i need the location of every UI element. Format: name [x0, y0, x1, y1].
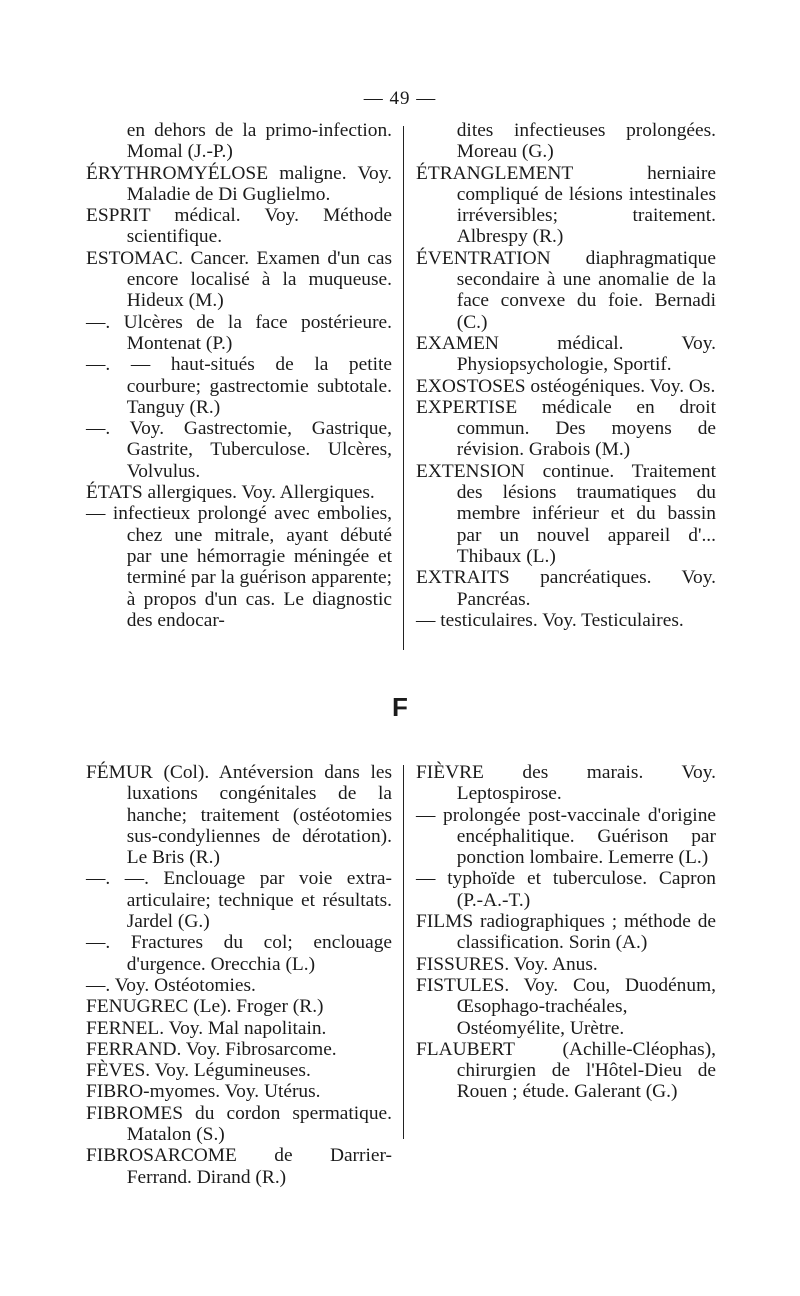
- index-entry: ESTOMAC. Cancer. Examen d'un cas encore localisé à la muqueuse. Hideux (M.): [86, 247, 392, 312]
- index-column-bottom-left: [86, 762, 392, 1188]
- index-entry: FIBRO-myomes. Voy. Utérus.: [86, 1081, 321, 1103]
- index-entry: — testiculaires. Voy. Testiculaires.: [416, 609, 684, 631]
- index-entry: FLAUBERT (Achille-Cléophas), chirurgien de l'Hôtel-Dieu de Rouen ; étude. Galerant (G.): [416, 1038, 716, 1103]
- index-entry: EXTENSION continue. Traitement des lésions traumatiques du membre inférieur et du bassin par un nouvel appareil d'... Thibaux (L.): [416, 460, 716, 567]
- index-column-top-left: [86, 120, 392, 631]
- index-entry: dites infectieuses prolongées. Moreau (G.): [456, 120, 716, 163]
- index-entry: EXPERTISE médicale en droit commun. Des moyens de révision. Grabois (M.): [416, 396, 716, 461]
- index-column-top-right: [416, 120, 716, 631]
- index-entry: ÉTRANGLEMENT herniaire compliqué de lésions intestinales irréversibles; traitement. Albrespy (R.): [416, 162, 716, 248]
- index-entry: ÉVENTRATION diaphragmatique secondaire à une anomalie de la face convexe du foie. Bernadi (C.): [416, 247, 716, 333]
- index-column-bottom-right: [416, 762, 716, 1103]
- index-entry: EXTRAITS pancréatiques. Voy. Pancréas.: [416, 567, 716, 610]
- index-entry: — prolongée post-vaccinale d'origine encéphalitique. Guérison par ponction lombaire. Lemerre (L.): [416, 804, 716, 869]
- index-entry: ÉTATS allergiques. Voy. Allergiques.: [86, 482, 375, 504]
- index-entry: FENUGREC (Le). Froger (R.): [86, 996, 324, 1018]
- column-divider: [403, 765, 404, 1139]
- index-entry: —. — haut-situés de la petite courbure; gastrectomie subtotale. Tanguy (R.): [86, 354, 392, 418]
- index-entry: FIBROMES du cordon spermatique. Matalon (S.): [86, 1102, 392, 1146]
- index-entry: FÉMUR (Col). Antéversion dans les luxations congénitales de la hanche; traitement (ostéotomies sus-condyliennes de dérotation). Le Bris (R.): [86, 762, 392, 869]
- index-entry: —. Ulcères de la face postérieure. Montenat (P.): [86, 311, 392, 354]
- index-entry: ÉRYTHROMYÉLOSE maligne. Voy. Maladie de Di Guglielmo.: [86, 162, 392, 205]
- index-entry: FISTULES. Voy. Cou, Duodénum, Œsophago-trachéales, Ostéomyélite, Urètre.: [416, 974, 716, 1039]
- index-entry: —. Voy. Gastrectomie, Gastrique, Gastrite, Tuberculose. Ulcères, Volvulus.: [86, 418, 392, 482]
- index-entry: EXAMEN médical. Voy. Physiopsychologie, Sportif.: [416, 332, 716, 376]
- index-entry: FIÈVRE des marais. Voy. Leptospirose.: [416, 762, 716, 805]
- page-number: — 49 —: [363, 88, 437, 109]
- index-entry: FERNEL. Voy. Mal napolitain.: [86, 1017, 327, 1039]
- index-entry: FERRAND. Voy. Fibrosarcome.: [86, 1038, 337, 1060]
- index-entry: en dehors de la primo-infection. Momal (J.-P.): [126, 120, 392, 163]
- index-entry: FIBROSARCOME de Darrier-Ferrand. Dirand (R.): [86, 1145, 392, 1188]
- index-entry: EXOSTOSES ostéogéniques. Voy. Os.: [416, 375, 716, 397]
- section-letter: F: [392, 692, 408, 722]
- index-entry: FÈVES. Voy. Légumineuses.: [86, 1060, 311, 1082]
- index-entry: —. —. Enclouage par voie extra-articulaire; technique et résultats. Jardel (G.): [86, 868, 392, 933]
- index-entry: —. Fractures du col; enclouage d'urgence. Orecchia (L.): [86, 932, 392, 975]
- index-entry: — infectieux prolongé avec embolies, chez une mitrale, ayant débuté par une hémorragie méningée et terminé par la guérison apparente; à propos d'un cas. Le diagnostic des endocar-: [86, 503, 392, 631]
- column-divider: [403, 126, 404, 650]
- index-entry: ESPRIT médical. Voy. Méthode scientifique.: [86, 205, 392, 248]
- index-entry: FILMS radiographiques ; méthode de classification. Sorin (A.): [416, 911, 716, 954]
- index-entry: —. Voy. Ostéotomies.: [86, 974, 256, 996]
- index-entry: FISSURES. Voy. Anus.: [416, 953, 598, 975]
- index-entry: — typhoïde et tuberculose. Capron (P.-A.-T.): [416, 868, 716, 911]
